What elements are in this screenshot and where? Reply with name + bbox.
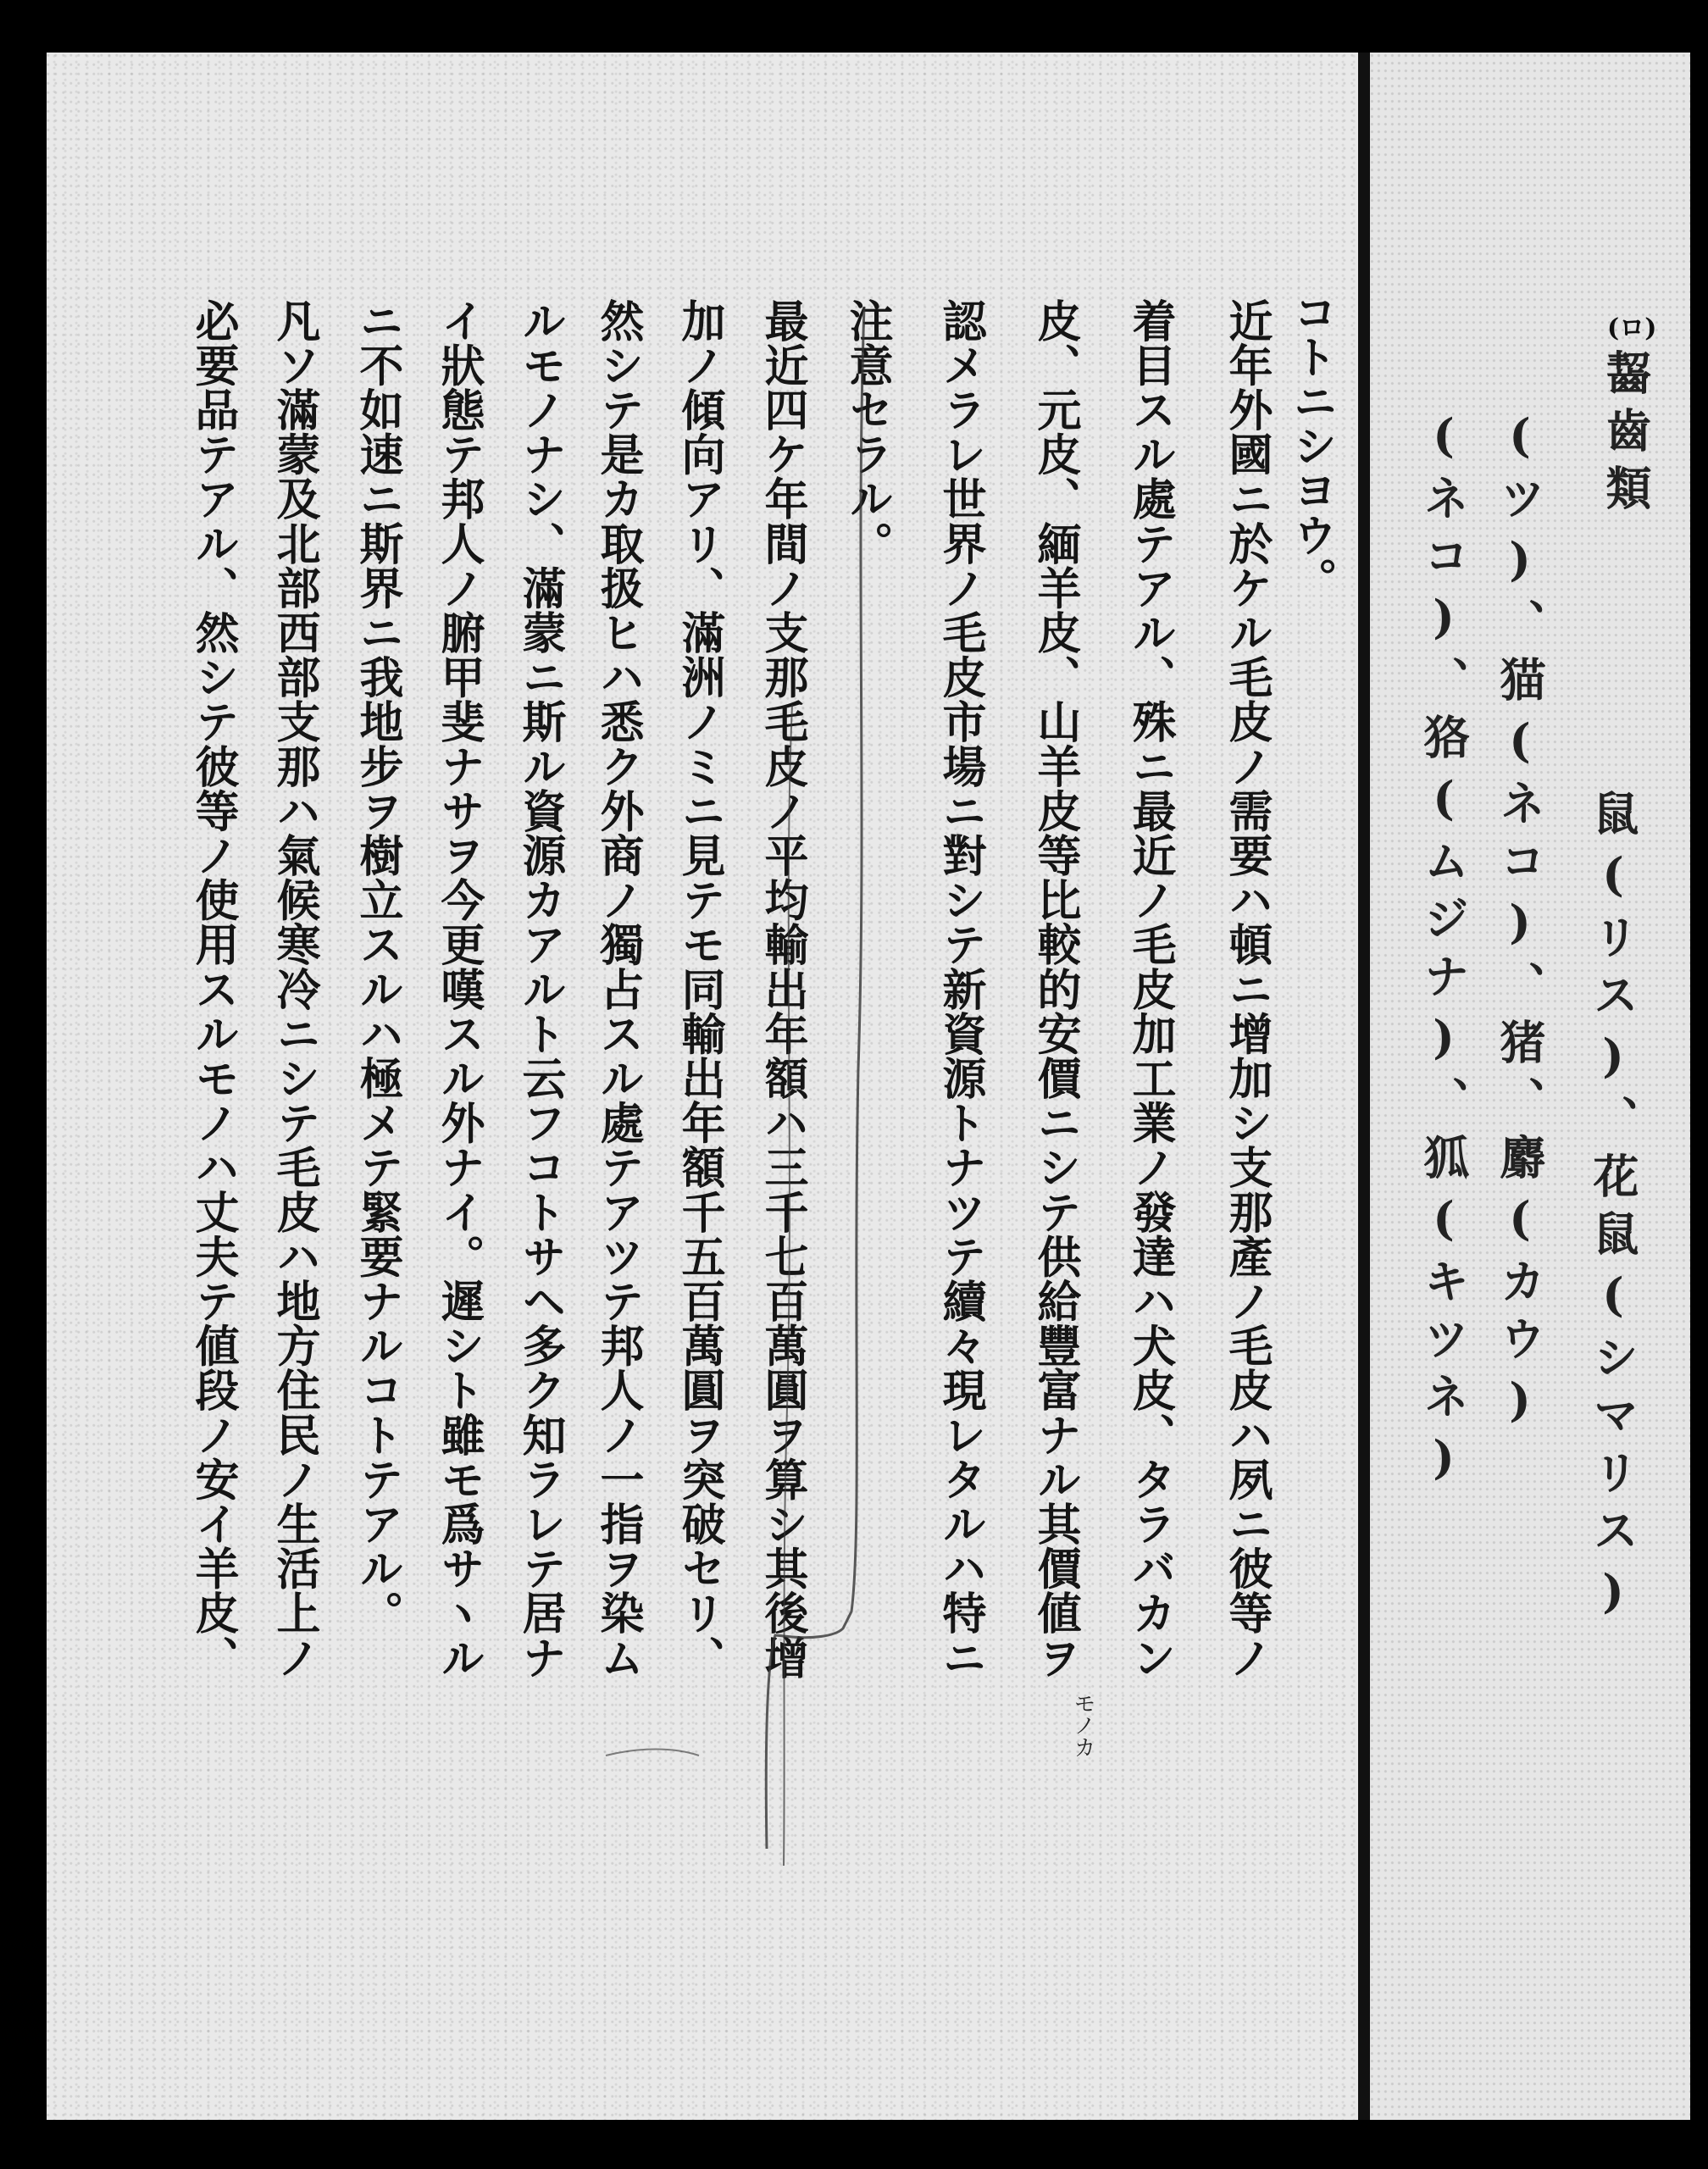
text-column-10: ルモノナシ、滿蒙ニ斯ル資源カアルト云フコトサヘ多ク知ラレテ居ナ [514,298,566,1680]
text-column-7: 最近四ケ年間ノ支那毛皮ノ平均輸出年額ハ三千七百萬圓ヲ算シ其後增 [757,298,808,1680]
section-marker: (ロ) [1607,313,1657,343]
text-column-9: 然シテ是カ取扱ヒハ悉ク外商ノ獨占スル處テアツテ邦人ノ一指ヲ染ム [592,298,644,1680]
left-page [47,53,1358,2120]
right-column-1: 齧齒類 [1599,349,1653,522]
text-column-3: 着目スル處テアル、殊ニ最近ノ毛皮加工業ノ發達ハ犬皮、タラバカン [1124,298,1176,1680]
book-spine [1358,53,1370,2120]
right-column-4: (ネコ)、狢(ムジナ)、狐(キツネ) [1417,408,1471,1496]
text-column-4: 皮、元皮、緬羊皮、山羊皮等比較的安價ニシテ供給豐富ナル其價値ヲ [1029,298,1081,1680]
text-column-11: イ狀態テ邦人ノ腑甲斐ナサヲ今更嘆スル外ナイ。遲シト雖モ爲サヽル [433,298,485,1680]
right-column-3: (ツ)、猫(ネコ)、猪、麝(カウ) [1493,408,1547,1439]
text-column-13: 凡ソ滿蒙及北部西部支那ハ氣候寒冷ニシテ毛皮ハ地方住民ノ生活上ノ [269,298,320,1680]
handwritten-annotation: モノカ [1070,1692,1095,1758]
right-page [1370,53,1690,2120]
text-column-8: 加ノ傾向アリ、滿洲ノミニ見テモ同輸出年額千五百萬圓ヲ突破セリ、 [674,298,725,1680]
right-column-2: 鼠(リス)、花鼠(シマリス) [1586,790,1640,1630]
text-column-2: 近年外國ニ於ケル毛皮ノ需要ハ頓ニ增加シ支那產ノ毛皮ハ夙ニ彼等ノ [1221,298,1273,1680]
text-column-12: ニ不如速ニ斯界ニ我地步ヲ樹立スルハ極メテ緊要ナルコトテアル。 [352,298,403,1635]
pencil-margin-line [47,53,1358,2120]
text-column-14: 必要品テアル、然シテ彼等ノ使用スルモノハ丈夫テ値段ノ安イ羊皮、 [187,298,239,1680]
text-column-1: コトニシヨウ。 [1285,290,1337,602]
text-column-6: 注意セラル。 [841,298,893,566]
text-column-5: 認メラレ世界ノ毛皮市場ニ對シテ新資源トナツテ續々現レタルハ特ニ [934,298,986,1680]
